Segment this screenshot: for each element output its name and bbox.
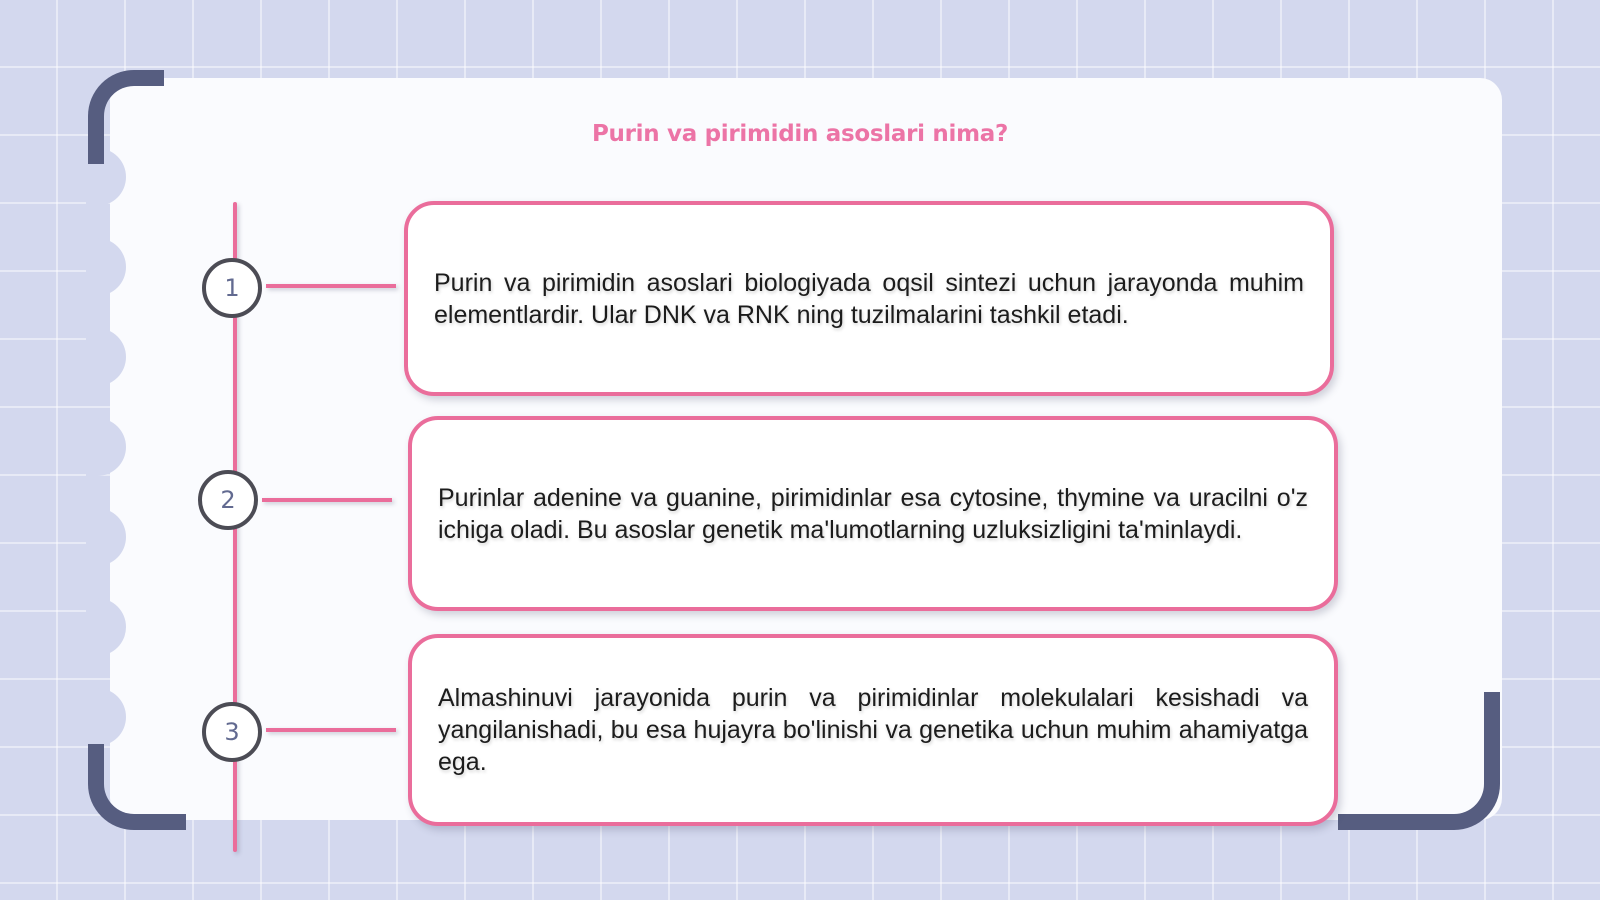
info-card-text: Purin va pirimidin asoslari biologiyada oqsil sintezi uchun jarayonda muhim elementlardir. Ular DNK va RNK ning tuzilmalarini tashkil etadi. bbox=[434, 268, 1304, 329]
step-number-1: 1 bbox=[202, 258, 262, 318]
info-card-text: Almashinuvi jarayonida purin va pirimidinlar molekulalari kesishadi va yangilanishadi, bu esa hujayra bo'linishi va genetika uchun muhim ahamiyatga ega. bbox=[438, 684, 1308, 776]
corner-bracket-bottom-left bbox=[88, 744, 186, 830]
corner-bracket-top-left bbox=[88, 70, 164, 164]
info-card-3 bbox=[408, 634, 1338, 826]
corner-bracket-bottom-right bbox=[1338, 692, 1500, 830]
timeline-connector-1 bbox=[266, 284, 396, 288]
timeline-connector-3 bbox=[266, 728, 396, 732]
info-card-text: Purinlar adenine va guanine, pirimidinlar esa cytosine, thymine va uracilni o'z ichiga oladi. Bu asoslar genetik ma'lumotlarning uzluksizligini ta'minlaydi. bbox=[438, 483, 1308, 544]
timeline-connector-2 bbox=[262, 498, 392, 502]
slide-title: Purin va pirimidin asoslari nima? bbox=[591, 121, 1009, 147]
step-number-3: 3 bbox=[202, 702, 262, 762]
info-card-2 bbox=[408, 416, 1338, 611]
info-card-1 bbox=[404, 201, 1334, 396]
step-number-2: 2 bbox=[198, 470, 258, 530]
